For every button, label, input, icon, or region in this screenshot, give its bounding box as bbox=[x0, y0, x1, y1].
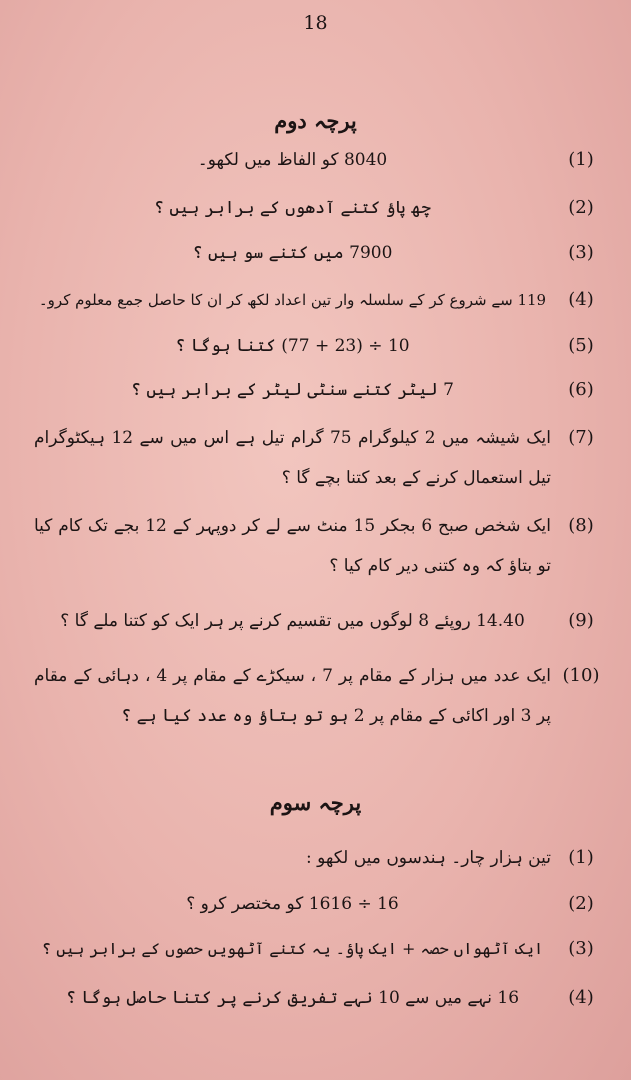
question-2-5 bbox=[22, 326, 611, 366]
question-number: (1) bbox=[568, 149, 594, 170]
question-3-3 bbox=[22, 929, 611, 969]
question-number: (3) bbox=[568, 938, 594, 959]
question-text: 10 ÷ (23 + 77) کتنا ہوگا ؟ bbox=[175, 336, 410, 356]
question-text: ایک آٹھواں حصہ + ایک پاؤ۔ یہ کتنے آٹھویں حصوں کے برابر ہیں ؟ bbox=[41, 939, 544, 958]
question-text: 119 سے شروع کر کے سلسلہ وار تین اعداد لکھ کر ان کا حاصل جمع معلوم کرو۔ bbox=[38, 291, 547, 309]
question-number: (6) bbox=[568, 379, 594, 400]
section-three-title: پرچہ سوم bbox=[269, 790, 362, 815]
question-number: (2) bbox=[568, 893, 594, 914]
question-number: (2) bbox=[568, 197, 594, 218]
question-number: (10) bbox=[562, 665, 600, 686]
question-text: 7 لیٹر کتنے سنٹی لیٹر کے برابر ہیں ؟ bbox=[130, 380, 454, 400]
question-text: 16 نہے میں سے 10 نہے تفریق کرنے پر کتنا حاصل ہوگا ؟ bbox=[65, 988, 520, 1008]
question-2-1 bbox=[22, 140, 611, 180]
question-number: (3) bbox=[568, 242, 594, 263]
question-number: (5) bbox=[568, 335, 594, 356]
question-2-2 bbox=[22, 188, 611, 228]
question-2-10 bbox=[22, 656, 611, 736]
question-text: چھ پاؤ کتنے آدھوں کے برابر ہیں ؟ bbox=[154, 198, 431, 218]
question-number: (4) bbox=[568, 987, 594, 1008]
question-2-7 bbox=[22, 418, 611, 498]
question-2-9 bbox=[22, 601, 611, 641]
section-two-title: پرچہ دوم bbox=[274, 108, 357, 133]
question-2-6 bbox=[22, 370, 611, 410]
question-text: تین ہزار چار۔ ہندسوں میں لکھو : bbox=[306, 848, 551, 868]
question-text: 14.40 روپئے 8 لوگوں میں تقسیم کرنے پر ہر ایک کو کتنا ملے گا ؟ bbox=[60, 611, 525, 631]
question-text: 7900 میں کتنے سو ہیں ؟ bbox=[192, 243, 393, 263]
question-number: (8) bbox=[568, 515, 594, 536]
question-text: ایک شخص صبح 6 بجکر 15 منٹ سے لے کر دوپہر کے 12 بجے تک کام کیا تو بتاؤ کہ وہ کتنی دیر کام کیا ؟ bbox=[34, 516, 551, 576]
question-2-8 bbox=[22, 506, 611, 586]
question-number: (4) bbox=[568, 289, 594, 310]
question-text: 16 ÷ 1616 کو مختصر کرو ؟ bbox=[186, 894, 399, 914]
question-3-2 bbox=[22, 884, 611, 924]
question-number: (9) bbox=[568, 610, 594, 631]
question-2-3 bbox=[22, 233, 611, 273]
question-text: ایک عدد میں ہزار کے مقام پر 7 ، سیکڑے کے مقام پر 4 ، دہائی کے مقام پر 3 اور اکائی کے مقام پر 2 ہو تو بتاؤ وہ عدد کیا ہے ؟ bbox=[34, 666, 551, 726]
question-3-1 bbox=[22, 838, 611, 878]
question-3-4 bbox=[22, 978, 611, 1018]
question-text: ایک شیشہ میں 2 کیلوگرام 75 گرام تیل ہے اس میں سے 12 ہیکٹوگرام تیل استعمال کرنے کے بعد کتنا بچے گا ؟ bbox=[34, 428, 551, 488]
question-2-4 bbox=[22, 280, 611, 320]
page-number: 18 bbox=[303, 12, 328, 34]
question-number: (1) bbox=[568, 847, 594, 868]
question-number: (7) bbox=[568, 427, 594, 448]
question-text: 8040 کو الفاظ میں لکھو۔ bbox=[197, 150, 388, 170]
